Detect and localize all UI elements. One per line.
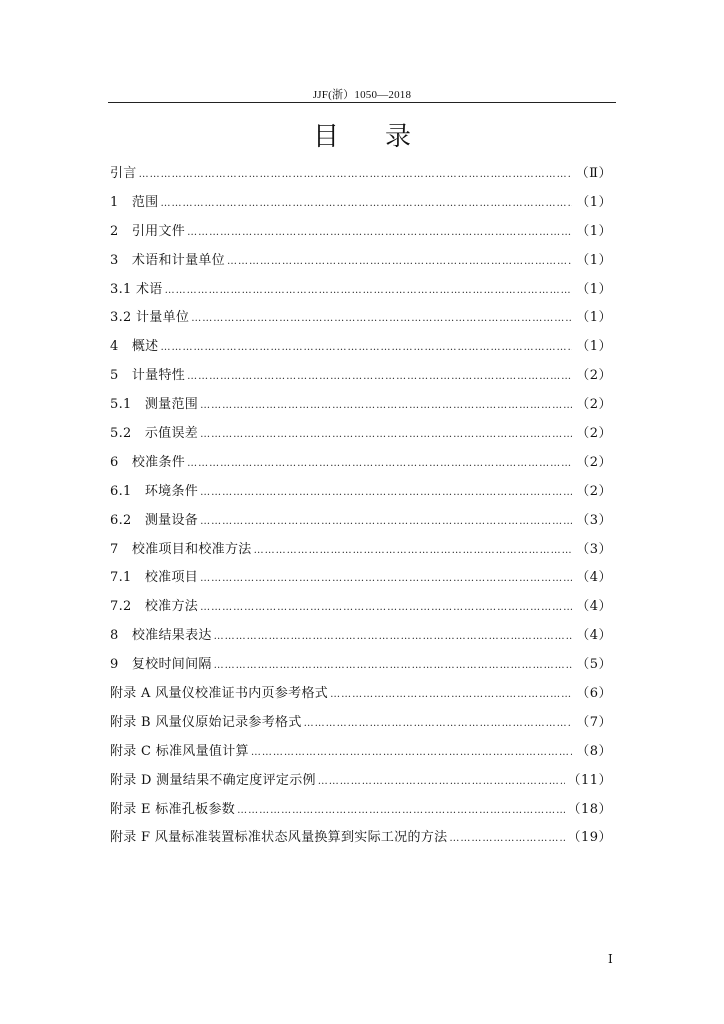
toc-leader-dots bbox=[200, 392, 572, 421]
toc-entry-6[interactable] bbox=[110, 449, 612, 478]
toc-entry-label: 6.2 测量设备 bbox=[110, 512, 199, 528]
toc-entry-8[interactable] bbox=[110, 622, 612, 651]
toc-leader-dots bbox=[214, 652, 572, 681]
toc-entry-4[interactable] bbox=[110, 333, 612, 362]
toc-entry-page: （2） bbox=[576, 368, 612, 384]
toc-entry-label: 附录 D 测量结果不确定度评定示例 bbox=[110, 772, 316, 788]
toc-entry-5-1[interactable] bbox=[110, 391, 612, 420]
toc-leader-dots bbox=[200, 479, 572, 508]
toc-entry-appendix-d[interactable] bbox=[110, 767, 612, 796]
toc-leader-dots bbox=[318, 768, 566, 797]
toc-entry-page: （4） bbox=[576, 628, 612, 644]
toc-entry-page: （Ⅱ） bbox=[575, 166, 612, 181]
toc-entry-9[interactable] bbox=[110, 651, 612, 680]
toc-entry-page: （1） bbox=[576, 223, 612, 239]
toc-leader-dots bbox=[187, 450, 572, 479]
toc-entry-label: 7.2 校准方法 bbox=[110, 599, 199, 615]
toc-entry-label: 附录 A 风量仪校准证书内页参考格式 bbox=[110, 686, 329, 702]
toc-entry-page: （8） bbox=[576, 743, 612, 759]
toc-entry-label: 2 引用文件 bbox=[110, 223, 186, 239]
toc-entry-appendix-a[interactable] bbox=[110, 680, 612, 709]
toc-entry-page: （1） bbox=[576, 194, 612, 210]
toc-entry-page: （3） bbox=[576, 541, 612, 557]
toc-leader-dots bbox=[304, 710, 572, 739]
toc-entry-6-2[interactable] bbox=[110, 507, 612, 536]
toc-leader-dots bbox=[187, 219, 572, 248]
toc-entry-appendix-e[interactable] bbox=[110, 796, 612, 825]
toc-leader-dots bbox=[187, 363, 572, 392]
toc-leader-dots bbox=[200, 421, 572, 450]
toc-entry-label: 5.2 示值误差 bbox=[110, 426, 199, 442]
toc-entry-page: （19） bbox=[567, 830, 612, 846]
toc-leader-dots bbox=[139, 161, 572, 190]
toc-entry-page: （1） bbox=[576, 339, 612, 355]
toc-entry-label: 5 计量特性 bbox=[110, 368, 186, 384]
toc-leader-dots bbox=[214, 623, 572, 652]
toc-entry-2[interactable] bbox=[110, 218, 612, 247]
toc-leader-dots bbox=[200, 565, 572, 594]
toc-entry-label: 4 概述 bbox=[110, 339, 159, 355]
toc-entry-label: 9 复校时间间隔 bbox=[110, 657, 212, 673]
toc-leader-dots bbox=[449, 825, 565, 854]
toc-entry-page: （2） bbox=[576, 397, 612, 413]
table-of-contents bbox=[110, 160, 612, 853]
toc-entry-5[interactable] bbox=[110, 362, 612, 391]
toc-leader-dots bbox=[200, 508, 572, 537]
toc-entry-5-2[interactable] bbox=[110, 420, 612, 449]
toc-leader-dots bbox=[160, 334, 572, 363]
toc-entry-3-2[interactable] bbox=[110, 304, 612, 333]
toc-entry-label: 8 校准结果表达 bbox=[110, 628, 212, 644]
toc-leader-dots bbox=[200, 594, 572, 623]
toc-leader-dots bbox=[191, 305, 572, 334]
toc-entry-label: 6.1 环境条件 bbox=[110, 483, 199, 499]
toc-leader-dots bbox=[160, 190, 572, 219]
toc-leader-dots bbox=[227, 248, 572, 277]
toc-entry-label: 3.2 计量单位 bbox=[110, 310, 190, 326]
toc-entry-label: 附录 C 标准风量值计算 bbox=[110, 743, 249, 759]
toc-entry-label: 7 校准项目和校准方法 bbox=[110, 541, 252, 557]
toc-entry-page: （2） bbox=[576, 454, 612, 470]
toc-entry-label: 6 校准条件 bbox=[110, 454, 186, 470]
toc-leader-dots bbox=[254, 537, 572, 566]
toc-entry-page: （7） bbox=[576, 714, 612, 730]
toc-entry-page: （4） bbox=[576, 599, 612, 615]
toc-entry-label: 附录 B 风量仪原始记录参考格式 bbox=[110, 714, 302, 730]
toc-leader-dots bbox=[237, 797, 565, 826]
page-title: 目录 bbox=[312, 122, 457, 152]
toc-entry-page: （6） bbox=[576, 686, 612, 702]
toc-entry-foreword[interactable] bbox=[110, 160, 612, 189]
toc-entry-1[interactable] bbox=[110, 189, 612, 218]
toc-leader-dots bbox=[251, 739, 572, 768]
toc-entry-page: （5） bbox=[576, 657, 612, 673]
toc-entry-label: 7.1 校准项目 bbox=[110, 570, 199, 586]
toc-entry-3[interactable] bbox=[110, 247, 612, 276]
toc-entry-label: 5.1 测量范围 bbox=[110, 397, 199, 413]
toc-entry-page: （1） bbox=[576, 310, 612, 326]
toc-entry-page: （2） bbox=[576, 483, 612, 499]
toc-entry-page: （3） bbox=[576, 512, 612, 528]
toc-entry-appendix-c[interactable] bbox=[110, 738, 612, 767]
toc-entry-3-1[interactable] bbox=[110, 276, 612, 305]
toc-entry-appendix-b[interactable] bbox=[110, 709, 612, 738]
toc-entry-page: （1） bbox=[576, 281, 612, 297]
toc-entry-label: 3.1 术语 bbox=[110, 281, 163, 297]
toc-entry-page: （18） bbox=[567, 801, 612, 817]
toc-entry-label: 引言 bbox=[110, 166, 137, 181]
toc-entry-7-2[interactable] bbox=[110, 593, 612, 622]
toc-entry-appendix-f[interactable] bbox=[110, 824, 612, 853]
toc-entry-page: （1） bbox=[576, 252, 612, 268]
toc-entry-page: （4） bbox=[576, 570, 612, 586]
toc-entry-7[interactable] bbox=[110, 536, 612, 565]
toc-entry-page: （11） bbox=[567, 772, 612, 788]
header-rule bbox=[108, 102, 616, 103]
toc-entry-6-1[interactable] bbox=[110, 478, 612, 507]
page-number: Ⅰ bbox=[608, 952, 613, 966]
toc-entry-label: 附录 E 标准孔板参数 bbox=[110, 801, 236, 817]
running-header: JJF(浙）1050—2018 bbox=[312, 89, 412, 101]
toc-entry-label: 3 术语和计量单位 bbox=[110, 252, 225, 268]
toc-entry-label: 1 范围 bbox=[110, 194, 159, 210]
toc-entry-label: 附录 F 风量标准装置标准状态风量换算到实际工况的方法 bbox=[110, 830, 448, 846]
toc-entry-page: （2） bbox=[576, 426, 612, 442]
toc-leader-dots bbox=[330, 681, 572, 710]
toc-entry-7-1[interactable] bbox=[110, 564, 612, 593]
toc-leader-dots bbox=[165, 277, 572, 306]
